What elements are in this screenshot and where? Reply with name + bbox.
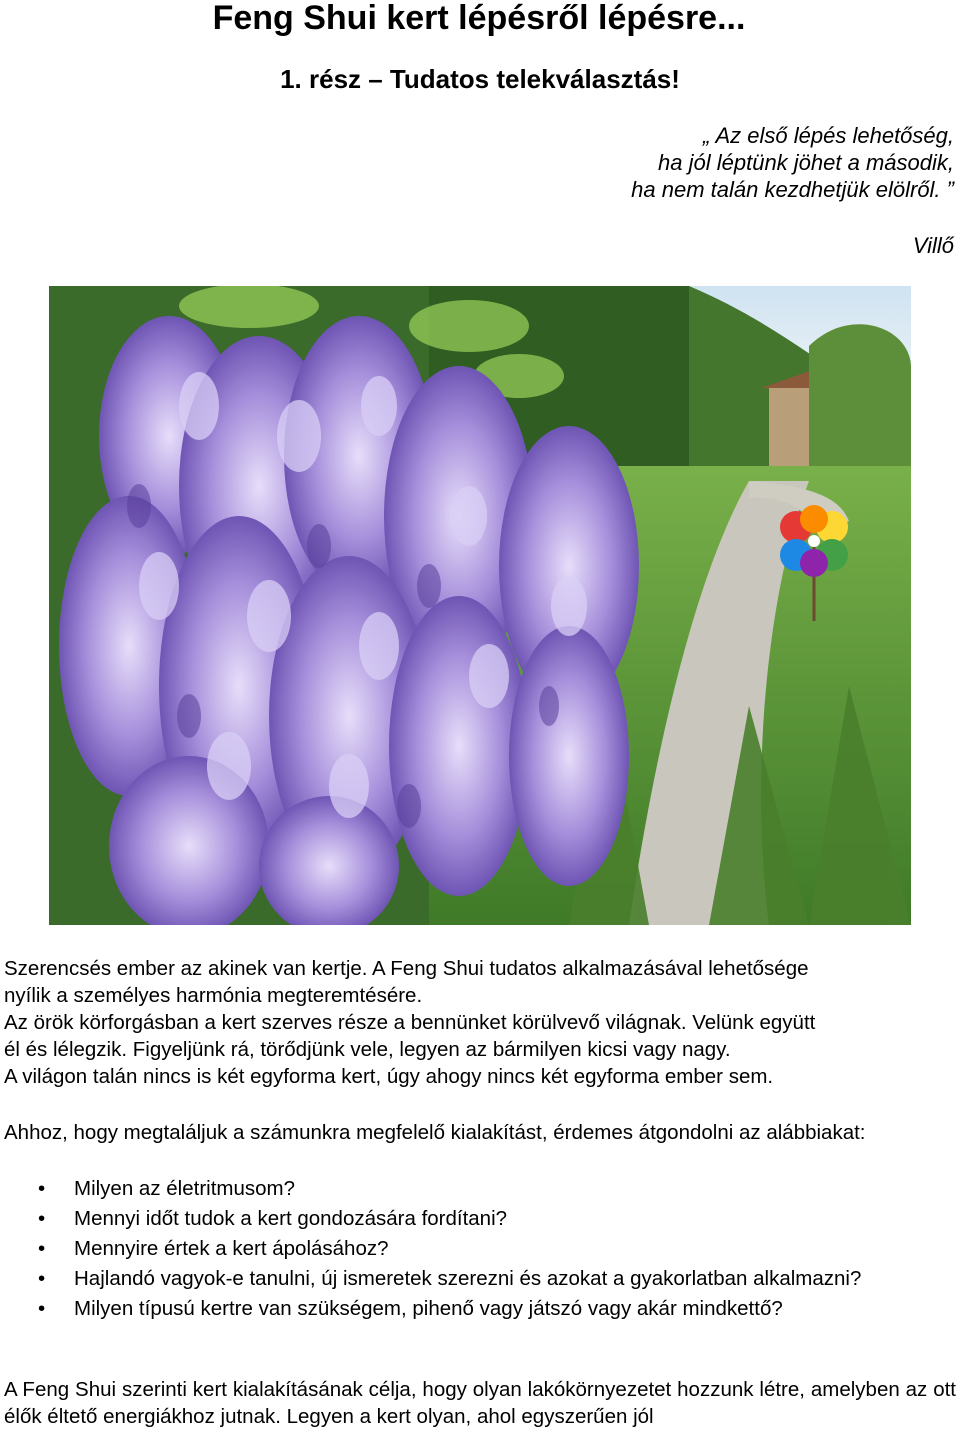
intro-line: Szerencsés ember az akinek van kertje. A Feng Shui tudatos alkalmazásával lehetősége	[4, 957, 809, 980]
bullet-icon: •	[38, 1267, 46, 1290]
list-item-text: Milyen típusú kertre van szükségem, pihenő vagy játszó vagy akár mindkettő?	[74, 1297, 783, 1320]
garden-photo-illustration	[49, 286, 911, 925]
list-item	[4, 1265, 956, 1292]
motto-line: ha jól léptünk jöhet a második,	[658, 150, 954, 175]
list-item-text: Milyen az életritmusom?	[74, 1177, 296, 1200]
bullet-icon: •	[38, 1207, 46, 1230]
list-item	[4, 1235, 956, 1262]
motto-author: Villő	[912, 233, 954, 258]
document-subtitle: 1. rész – Tudatos telekválasztás!	[280, 64, 680, 94]
questions-intro-paragraph: Ahhoz, hogy megtaláljuk a számunkra megfelelő kialakítást, érdemes átgondolni az alábbiakat:	[4, 1121, 866, 1144]
motto-line: „ Az első lépés lehetőség,	[702, 123, 954, 148]
bullet-icon: •	[38, 1237, 46, 1260]
garden-photo	[49, 286, 911, 925]
intro-line: nyílik a személyes harmónia megteremtésére.	[4, 984, 423, 1007]
intro-line: él és lélegzik. Figyeljünk rá, törődjünk vele, legyen az bármilyen kicsi vagy nagy.	[4, 1038, 731, 1061]
intro-line: Az örök körforgásban a kert szerves része a bennünket körülvevő világnak. Velünk együtt	[4, 1011, 816, 1034]
document-title: Feng Shui kert lépésről lépésre...	[212, 0, 746, 37]
list-item-text: Hajlandó vagyok-e tanulni, új ismeretek szerezni és azokat a gyakorlatban alkalmazni?	[74, 1267, 862, 1290]
list-item	[4, 1205, 956, 1232]
intro-line: A világon talán nincs is két egyforma kert, úgy ahogy nincs két egyforma ember sem.	[4, 1065, 774, 1088]
list-item-text: Mennyi időt tudok a kert gondozására fordítani?	[74, 1207, 508, 1230]
question-list	[4, 1175, 956, 1325]
bullet-icon: •	[38, 1297, 46, 1320]
list-item	[4, 1295, 956, 1322]
list-item	[4, 1175, 956, 1202]
motto-line: ha nem talán kezdhetjük elölről. ”	[631, 177, 954, 202]
bullet-icon: •	[38, 1177, 46, 1200]
closing-paragraph: A Feng Shui szerinti kert kialakításának célja, hogy olyan lakókörnyezetet hozzunk létre, amelyben az ott élők éltető energiákhoz jutnak. Legyen a kert olyan, ahol egyszerűen jól	[4, 1378, 956, 1428]
intro-paragraph	[4, 955, 956, 1090]
motto-quote	[631, 122, 954, 203]
list-item-text: Mennyire értek a kert ápolásához?	[74, 1237, 389, 1260]
